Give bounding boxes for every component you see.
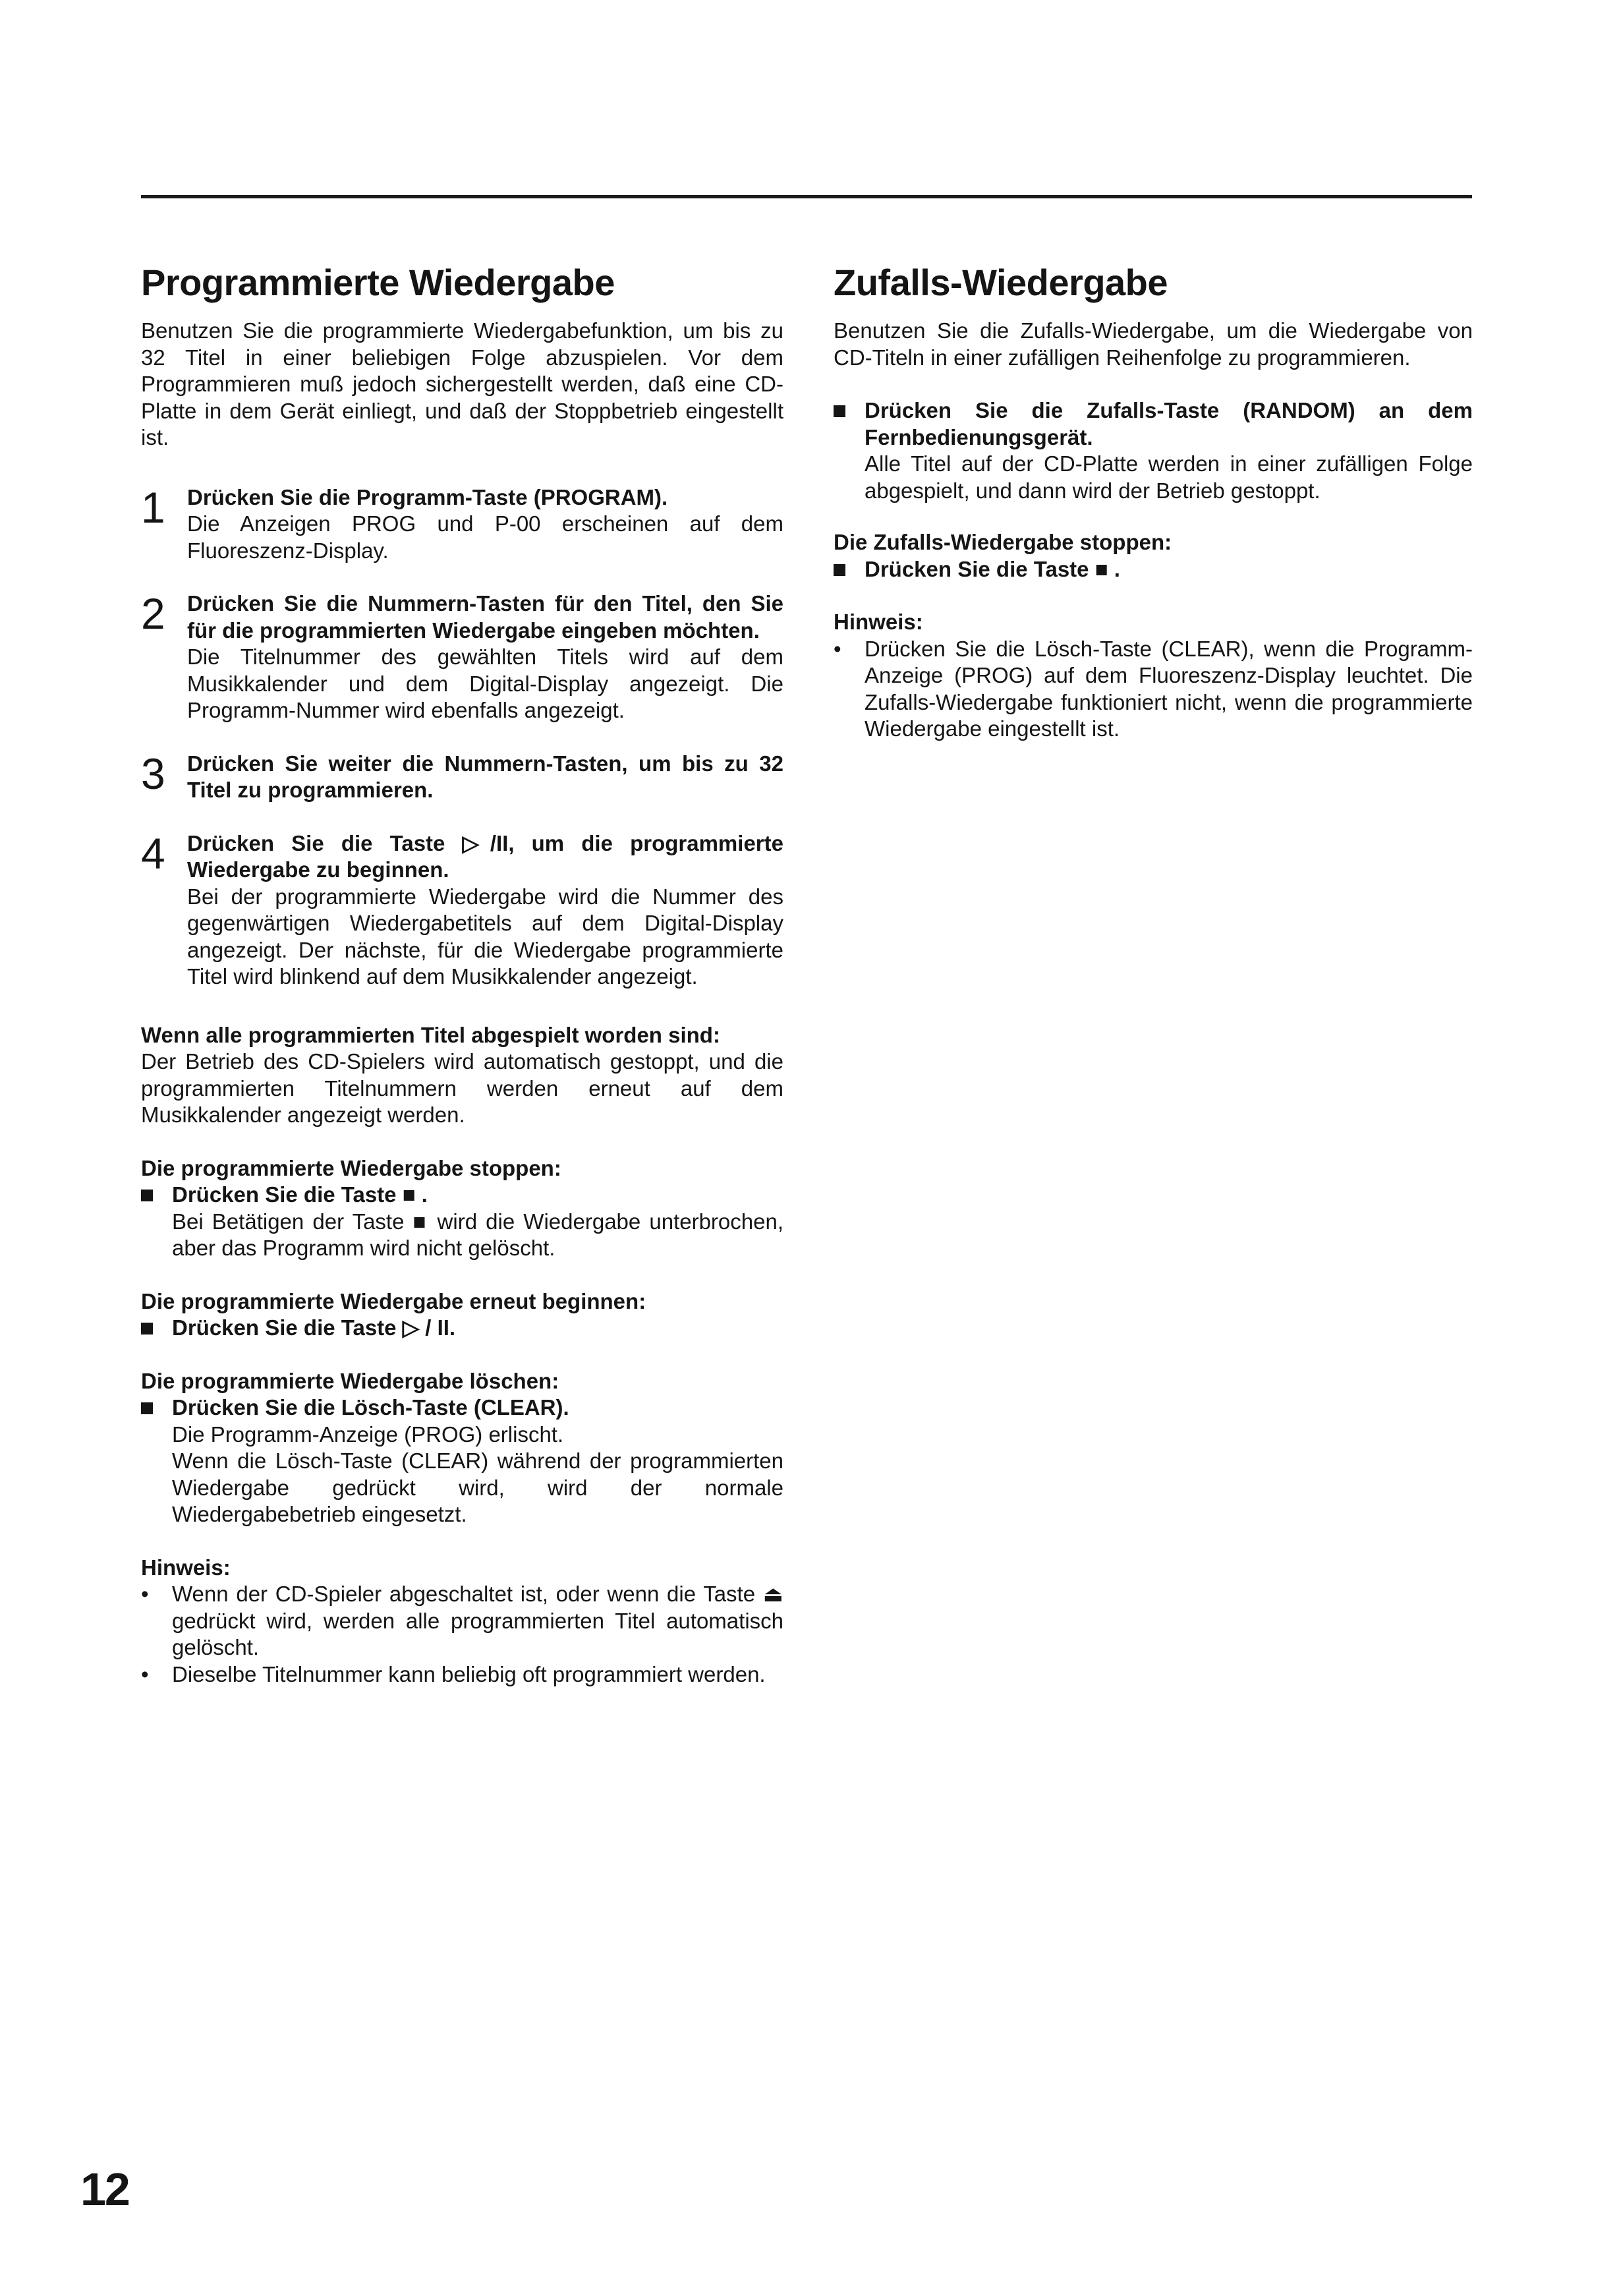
action-text: Drücken Sie die Taste ▷ / II. — [172, 1315, 456, 1340]
section-title-programmed-playback: Programmierte Wiedergabe — [141, 262, 615, 303]
step-text: Die Anzeigen PROG und P-00 erscheinen auf dem Fluoreszenz-Display. — [187, 511, 783, 563]
step-number: 3 — [141, 749, 165, 798]
action-detail: Bei Betätigen der Taste ■ wird die Wiedergabe unterbrochen, aber das Programm wird nicht gelöscht. — [172, 1209, 783, 1261]
step-4 — [141, 830, 783, 990]
page-number: 12 — [80, 2164, 129, 2215]
step-title: Drücken Sie die Taste ▷/II, um die programmierte Wiedergabe zu beginnen. — [187, 830, 783, 882]
square-bullet-icon — [141, 1402, 153, 1414]
action-detail: Alle Titel auf der CD-Platte werden in einer zufälligen Folge abgespielt, und dann wird der Betrieb gestoppt. — [865, 451, 1473, 503]
note-text: Dieselbe Titelnummer kann beliebig oft programmiert werden. — [172, 1661, 766, 1686]
step-text: Die Titelnummer des gewählten Titels wird auf dem Musikkalender und dem Digital-Display angezeigt. Die Programm-Nummer wird ebenfalls angezeigt. — [187, 645, 783, 723]
intro-paragraph: Benutzen Sie die programmierte Wiedergabefunktion, um bis zu 32 Titel in einer beliebigen Folge abzuspielen. Vor dem Programmieren muß jedoch sichergestellt werden, daß eine CD-Platte in dem Gerät einliegt, und daß der Stoppbetrieb eingestellt ist. — [141, 318, 783, 450]
square-bullet-icon — [834, 564, 845, 576]
intro-paragraph: Benutzen Sie die Zufalls-Wiedergabe, um die Wiedergabe von CD-Titeln in einer zufälligen Reihenfolge zu programmieren. — [834, 318, 1473, 370]
step-number: 2 — [141, 589, 165, 639]
note-section-left — [141, 1555, 783, 1688]
action-text: Drücken Sie die Taste ■ . — [172, 1182, 428, 1207]
restart-programmed-section — [141, 1288, 783, 1342]
square-bullet-icon — [141, 1323, 153, 1335]
step-title: Drücken Sie die Nummern-Tasten für den Titel, den Sie für die programmierten Wiedergabe eingeben möchten. — [187, 591, 783, 643]
square-bullet-icon — [141, 1190, 153, 1201]
bullet-dot-icon: • — [141, 1661, 149, 1686]
section-heading: Wenn alle programmierten Titel abgespielt worden sind: — [141, 1022, 720, 1047]
action-text: Drücken Sie die Zufalls-Taste (RANDOM) an dem Fernbedienungsgerät. — [865, 398, 1473, 449]
step-1 — [141, 484, 783, 565]
note-item — [141, 1661, 783, 1688]
action-detail: Die Programm-Anzeige (PROG) erlischt. — [172, 1421, 564, 1447]
note-text: Wenn der CD-Spieler abgeschaltet ist, oder wenn die Taste ⏏ gedrückt wird, werden alle programmierten Titel automatisch gelöscht. — [172, 1582, 783, 1660]
step-title: Drücken Sie weiter die Nummern-Tasten, um bis zu 32 Titel zu programmieren. — [187, 751, 783, 803]
action-text: Drücken Sie die Taste ■ . — [865, 556, 1120, 581]
action-text: Drücken Sie die Lösch-Taste (CLEAR). — [172, 1395, 569, 1420]
step-number: 4 — [141, 828, 165, 878]
stop-random-section — [834, 529, 1473, 583]
note-section-right — [834, 609, 1473, 743]
action-detail: Wenn die Lösch-Taste (CLEAR) während der programmierten Wiedergabe gedrückt wird, wird der normale Wiedergabebetrieb eingesetzt. — [172, 1449, 783, 1527]
clear-programmed-section — [141, 1368, 783, 1528]
bullet-dot-icon: • — [141, 1582, 149, 1607]
section-title-random-playback: Zufalls-Wiedergabe — [834, 262, 1168, 303]
section-text: Der Betrieb des CD-Spielers wird automatisch gestoppt, und die programmierten Titelnummern werden erneut auf dem Musikkalender angezeigt werden. — [141, 1049, 783, 1128]
step-title: Drücken Sie die Programm-Taste (PROGRAM). — [187, 484, 668, 509]
step-2 — [141, 590, 783, 724]
note-item — [141, 1581, 783, 1661]
all-played-section — [141, 1022, 783, 1129]
note-text: Drücken Sie die Lösch-Taste (CLEAR), wenn die Programm-Anzeige (PROG) auf dem Fluoreszenz-Display leuchtet. Die Zufalls-Wiedergabe funktioniert nicht, wenn die programmierte Wiedergabe eingestellt ist. — [865, 636, 1473, 741]
section-heading: Die programmierte Wiedergabe erneut beginnen: — [141, 1288, 646, 1313]
note-heading: Hinweis: — [834, 610, 923, 635]
header-rule — [141, 195, 1472, 198]
section-heading: Die programmierte Wiedergabe stoppen: — [141, 1155, 561, 1180]
step-number: 1 — [141, 482, 165, 532]
section-heading: Die programmierte Wiedergabe löschen: — [141, 1368, 559, 1393]
bullet-dot-icon: • — [834, 636, 841, 661]
square-bullet-icon — [834, 405, 845, 417]
step-3 — [141, 751, 783, 804]
note-item — [834, 636, 1473, 743]
left-column — [141, 260, 783, 1688]
section-heading: Die Zufalls-Wiedergabe stoppen: — [834, 530, 1172, 555]
stop-programmed-section — [141, 1155, 783, 1262]
step-text: Bei der programmierte Wiedergabe wird die Nummer des gegenwärtigen Wiedergabetitels auf dem Digital-Display angezeigt. Der nächste, für die Wiedergabe programmierte Titel wird blinkend auf dem Musikkalender angezeigt. — [187, 884, 783, 989]
note-heading: Hinweis: — [141, 1555, 231, 1580]
right-column — [834, 260, 1473, 743]
random-action-section — [834, 397, 1473, 504]
